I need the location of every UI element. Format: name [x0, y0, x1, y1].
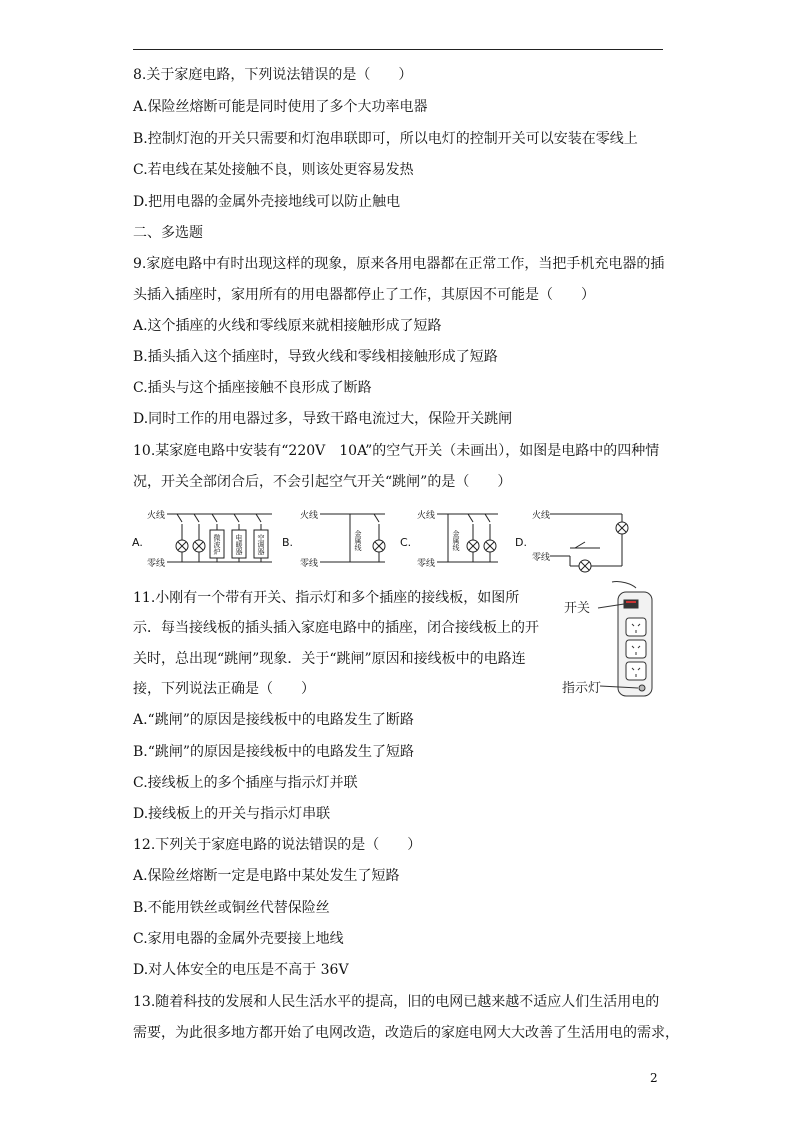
circuit-b-live-label: 火线: [300, 511, 319, 521]
question-10-stem-line-2: 况，开关全部闭合后，不会引起空气开关“跳闸”的是（ ）: [133, 474, 512, 490]
question-11-option-d: D.接线板上的开关与指示灯串联: [133, 806, 331, 822]
question-8-option-a: A.保险丝熔断可能是同时使用了多个大功率电器: [133, 99, 428, 115]
indicator-lamp-icon: [639, 685, 645, 691]
question-11-stem-line-4: 接，下列说法正确是（ ）: [133, 681, 315, 697]
circuit-a-aircon-label: 空调器: [257, 534, 265, 555]
circuit-c-neutral-label: 零线: [417, 559, 436, 569]
circuit-d-option-label: D.: [515, 536, 527, 549]
power-strip-switch-label: 开关: [564, 601, 591, 616]
question-11-option-c: C.接线板上的多个插座与指示灯并联: [133, 775, 358, 791]
circuit-a-microwave-label: 微波炉: [213, 534, 221, 555]
socket-1: [626, 618, 646, 636]
question-8-option-b: B.控制灯泡的开关只需要和灯泡串联即可，所以电灯的控制开关可以安装在零线上: [133, 131, 638, 147]
question-10-circuit-figure: [130, 502, 650, 578]
question-10-stem-line-1: 10.某家庭电路中安装有“220V 10A”的空气开关（未画出），如图是电路中的四种情: [133, 443, 660, 459]
question-12-option-a: A.保险丝熔断一定是电路中某处发生了短路: [133, 868, 400, 884]
circuit-b-option-label: B.: [282, 536, 294, 549]
circuit-d: [515, 509, 628, 572]
question-12-option-d: D.对人体安全的电压是不高于 36V: [133, 962, 349, 978]
circuit-c: [400, 509, 498, 569]
question-9-option-c: C.插头与这个插座接触不良形成了断路: [133, 380, 372, 396]
question-8-option-c: C.若电线在某处接触不良，则该处更容易发热: [133, 162, 414, 178]
circuit-a-heater-label: 电暖器: [235, 534, 243, 555]
power-strip-lamp-label: 指示灯: [562, 681, 602, 696]
circuit-d-neutral-label: 零线: [532, 553, 551, 563]
circuit-d-live-label: 火线: [532, 511, 551, 521]
question-9-option-b: B.插头插入这个插座时，导致火线和零线相接触形成了短路: [133, 349, 498, 365]
circuit-c-metal-wire-label: 金属线: [452, 530, 460, 551]
page-number: 2: [650, 1071, 658, 1085]
section-heading-multiple-choice: 二、多选题: [133, 225, 203, 241]
question-9-stem-line-2: 头插入插座时，家用所有的用电器都停止了工作，其原因不可能是（ ）: [133, 287, 595, 303]
header-rule: [133, 49, 663, 50]
socket-3: [626, 662, 646, 680]
circuit-b-neutral-label: 零线: [300, 559, 319, 569]
question-11-stem-line-3: 关时，总出现“跳闸”现象．关于“跳闸”原因和接线板中的电路连: [133, 651, 526, 667]
circuit-b-metal-wire-label: 金属线: [354, 530, 362, 551]
question-9-option-a: A.这个插座的火线和零线原来就相接触形成了短路: [133, 318, 442, 334]
question-9-option-d: D.同时工作的用电器过多，导致干路电流过大，保险开关跳闸: [133, 411, 513, 427]
question-11-stem-line-2: 示．每当接线板的插头插入家庭电路中的插座，闭合接线板上的开: [133, 620, 539, 636]
question-11-stem-line-1: 11.小刚有一个带有开关、指示灯和多个插座的接线板，如图所: [133, 590, 520, 606]
question-13-stem-line-2: 需要，为此很多地方都开始了电网改造，改造后的家庭电网大大改善了生活用电的需求，: [133, 1025, 679, 1041]
question-9-stem-line-1: 9.家庭电路中有时出现这样的现象，原来各用电器都在正常工作，当把手机充电器的插: [133, 256, 665, 272]
power-strip-figure: [560, 578, 664, 708]
circuit-a: [132, 509, 272, 569]
circuit-a-neutral-label: 零线: [147, 559, 166, 569]
question-13-stem-line-1: 13.随着科技的发展和人民生活水平的提高，旧的电网已越来越不适应人们生活用电的: [133, 994, 660, 1010]
question-12-stem: 12.下列关于家庭电路的说法错误的是（ ）: [133, 837, 422, 853]
question-8-stem: 8.关于家庭电路，下列说法错误的是（ ）: [133, 67, 413, 83]
socket-2: [626, 640, 646, 658]
question-11-option-b: B.“跳闸”的原因是接线板中的电路发生了短路: [133, 744, 415, 760]
circuit-a-live-label: 火线: [147, 511, 166, 521]
circuit-b: [282, 509, 385, 569]
question-11-option-a: A.“跳闸”的原因是接线板中的电路发生了断路: [133, 712, 414, 728]
question-8-option-d: D.把用电器的金属外壳接地线可以防止触电: [133, 194, 401, 210]
circuit-a-option-label: A.: [132, 536, 143, 549]
circuit-c-option-label: C.: [400, 536, 412, 549]
question-12-option-b: B.不能用铁丝或铜丝代替保险丝: [133, 900, 330, 916]
circuit-c-live-label: 火线: [417, 511, 436, 521]
question-12-option-c: C.家用电器的金属外壳要接上地线: [133, 931, 344, 947]
